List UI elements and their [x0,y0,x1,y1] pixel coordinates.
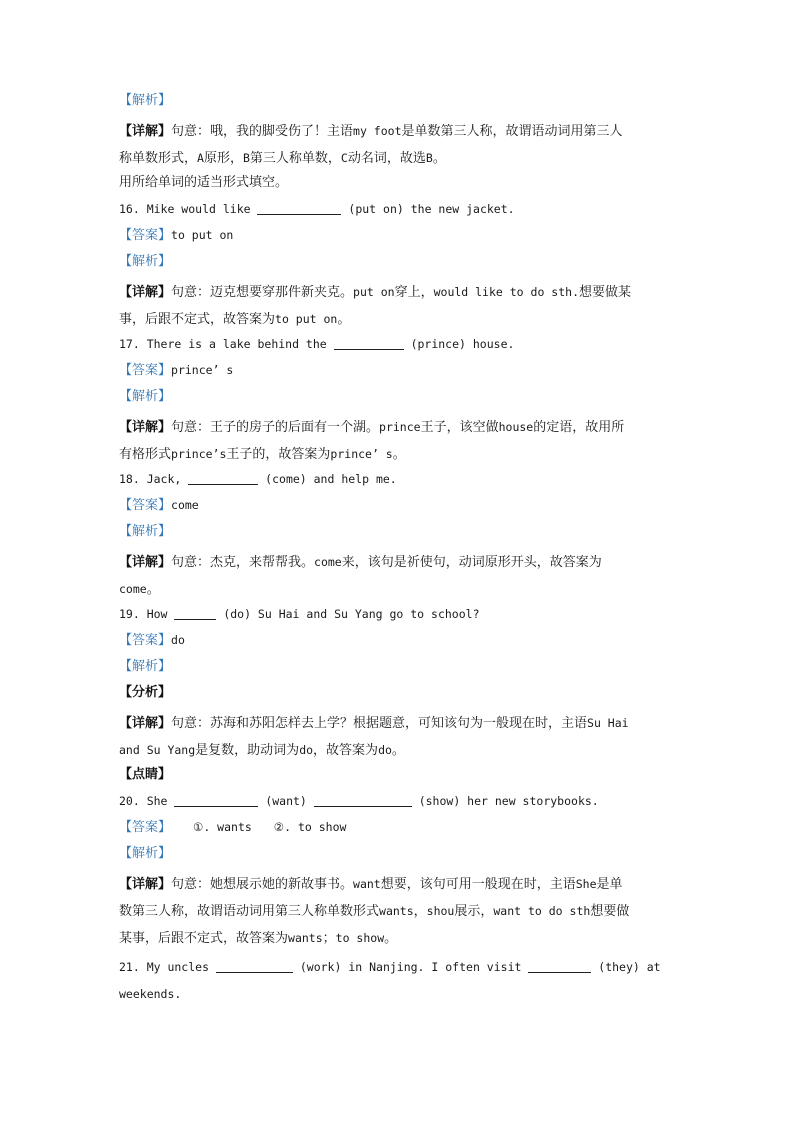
explanation-line [119,925,679,952]
question [119,954,679,1008]
text-run: do [378,743,392,757]
explanation-line [119,710,679,737]
answer-line [119,496,679,515]
text-run: C [340,151,348,165]
text-run: 。 [146,582,160,597]
tag-label: 【解析】 [119,846,172,861]
answer-blank [174,793,258,807]
text-run: ； [322,931,336,946]
text-run: 称单数形式， [119,151,198,166]
answer-text: do [171,633,185,647]
answer-text: come [171,498,199,512]
text-run: 19. How [119,607,175,621]
explanation-line [119,279,679,306]
text-run: 想要，该句可用一般现在时，主语 [380,877,576,892]
answer-blank [314,793,412,807]
answer-text: prince’ s [171,363,234,377]
text-run: She [575,877,597,891]
text-run: 有格形式 [119,447,172,462]
text-run: 穿上， [394,285,434,300]
text-run: B [425,151,433,165]
answer-tag: 【答案】 [119,633,172,648]
section-label: 【详解】 [119,877,172,892]
text-run: put on [353,285,395,299]
text-run: 王子，该空做 [420,420,499,435]
text-run: 想要做某 [579,285,632,300]
answer-blank [216,959,293,973]
explanation-line [119,414,679,441]
answer-blank [174,606,216,620]
explanation-line [119,576,679,603]
text-run: 。 [384,931,398,946]
text-run: 句意：苏海和苏阳怎样去上学？根据题意，可知该句为一般现在时，主语 [171,716,588,731]
text-run: 句意：迈克想要穿那件新夹克。 [171,285,354,300]
text-run: 想要做 [590,904,630,919]
section-tag [119,523,679,541]
text-run: A [197,151,204,165]
question-line [119,954,679,981]
text-run: 。 [337,312,351,327]
tag-label: 【解析】 [119,93,172,108]
text-run: 某事，后跟不定式，故答案为 [119,931,289,946]
text-run: 的定语，故用所 [533,420,625,435]
text-run: wants [288,931,323,945]
text-run: (do) Su Hai and Su Yang go to school? [216,607,480,621]
text-run: wants [379,904,414,918]
answer-blank [528,959,591,973]
text-run: (work) in Nanjing. I often visit [292,960,529,974]
tag-label: 【分析】 [119,685,172,700]
answer-blank [334,336,404,350]
answer-line [119,226,679,245]
text-run: 21. My uncles [119,960,216,974]
section-tag [119,684,679,702]
text-run: prince [379,420,421,434]
answer-tag: 【答案】 [119,820,172,835]
text-run: do [299,743,314,757]
question [119,470,679,488]
explanation-line [119,145,679,172]
text-run: B [242,151,250,165]
section-tag [119,92,679,110]
text-run: 句意：哦，我的脚受伤了！主语 [171,124,354,139]
text-run: (prince) house. [403,337,515,351]
text-run: Su Hai [587,716,629,730]
instruction-text [119,174,679,192]
text-run: 是复数，助动词为 [195,743,300,758]
text-run: (put on) the new jacket. [341,202,515,216]
text-run: 17. There is a lake behind the [119,337,334,351]
text-run: prince’ s [330,447,393,461]
text-run: 16. Mike would like [119,202,258,216]
explanation [119,549,679,603]
text-run: 18. Jack, [119,472,189,486]
section-tag [119,766,679,784]
text-run: would like to do sth. [433,285,579,299]
section-label: 【详解】 [119,716,172,731]
answer-blank [188,471,258,485]
text-run: weekends. [119,987,182,1001]
tag-label: 【点睛】 [119,767,172,782]
text-run: 句意：她想展示她的新故事书。 [171,877,354,892]
text-run: 事，后跟不定式，故答案为 [119,312,276,327]
explanation-line [119,118,679,145]
text-run: house [498,420,534,434]
explanation [119,414,679,468]
text-run: prince’s [171,447,227,461]
text-run: 。 [432,151,446,166]
explanation [119,118,679,172]
text-run: 动名词，故选 [347,151,426,166]
text-run: 第三人称单数， [249,151,341,166]
text-run: 句意：王子的房子的后面有一个湖。 [171,420,380,435]
text-run: come [314,555,342,569]
text-run: want to do sth [493,904,591,918]
text-run: 展示， [454,904,494,919]
answer-line [119,631,679,650]
text-run: (show) her new storybooks. [411,794,599,808]
section-label: 【详解】 [119,555,172,570]
text-run: 王子的，故答案为 [226,447,331,462]
text-run: want [353,877,381,891]
text-run: 原形， [203,151,243,166]
answer-line [119,361,679,380]
text-run: and Su Yang [119,743,196,757]
text-run: 。 [392,447,406,462]
tag-label: 【解析】 [119,659,172,674]
instruction-label: 用所给单词的适当形式填空。 [119,175,289,190]
text-run: 20. She [119,794,175,808]
explanation [119,710,679,764]
explanation [119,279,679,333]
answer-tag: 【答案】 [119,363,172,378]
text-run: (they) at [591,960,661,974]
text-run: 是单 [596,877,623,892]
tag-label: 【解析】 [119,524,172,539]
question [119,792,679,810]
document-page [119,92,679,1016]
text-run: 来，该句是祈使句，动词原形开头，故答案为 [341,555,602,570]
explanation-line [119,549,679,576]
text-run: ，故答案为 [313,743,379,758]
section-label: 【详解】 [119,124,172,139]
question [119,200,679,218]
question [119,605,679,623]
section-label: 【详解】 [119,420,172,435]
tag-label: 【解析】 [119,254,172,269]
answer-blank [257,201,341,215]
explanation-line [119,871,679,898]
section-tag [119,253,679,271]
text-run: 。 [391,743,405,758]
text-run: 句意：杰克，来帮帮我。 [171,555,315,570]
text-run: (want) [258,794,314,808]
text-run: 是单数第三人称，故谓语动词用第三人 [401,124,623,139]
explanation-line [119,441,679,468]
answer-text: to put on [171,228,234,242]
answer-text: ②. to show [273,820,347,834]
explanation-line [119,306,679,333]
answer-text: ①. wants [193,820,252,834]
explanation [119,871,679,952]
answer-line [119,818,679,837]
question-line [119,981,679,1008]
text-run: shou [426,904,455,918]
answer-tag: 【答案】 [119,498,172,513]
text-run: come [119,582,147,596]
question [119,335,679,353]
text-run: ， [413,904,427,919]
text-run: to put on [275,312,338,326]
text-run: 数第三人称，故谓语动词用第三人称单数形式 [119,904,380,919]
text-run: (come) and help me. [258,472,397,486]
answer-tag: 【答案】 [119,228,172,243]
text-run: my foot [353,124,402,138]
text-run: to show [335,931,385,945]
explanation-line [119,898,679,925]
section-tag [119,658,679,676]
section-tag [119,388,679,406]
section-label: 【详解】 [119,285,172,300]
section-tag [119,845,679,863]
tag-label: 【解析】 [119,389,172,404]
explanation-line [119,737,679,764]
